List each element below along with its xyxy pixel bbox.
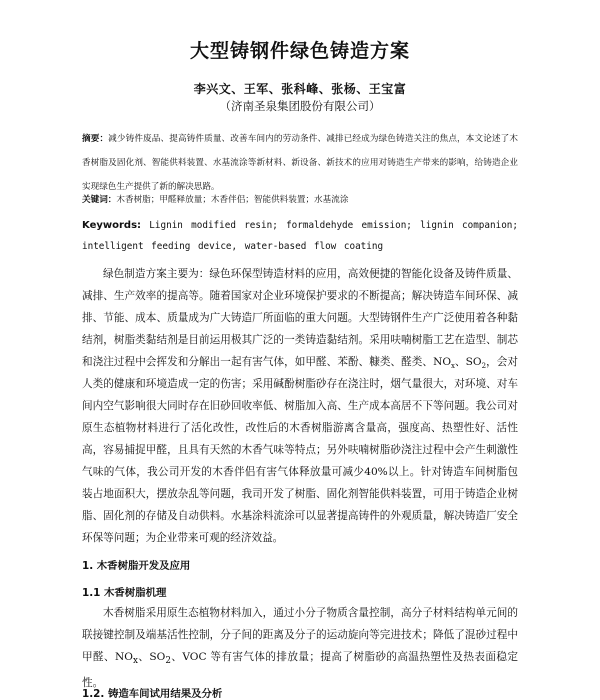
intro-subscript-2: 2	[481, 362, 487, 371]
section-1-1-heading: 1.1 木香树脂机理	[82, 587, 167, 599]
s11-text-part2: 、SO	[137, 651, 166, 663]
author-affiliation: （济南圣泉集团股份有限公司）	[219, 99, 381, 113]
section-1-1-paragraph	[82, 602, 518, 694]
abstract-text: 减少铸件废品、提高铸件质量、改善车间内的劳动条件、减排已经成为绿色铸造关注的焦点，本文论述了木香树脂及固化剂、智能供料装置、水基流涂等新材料、新设备、新技术的应用对铸造生产带来的影响，给铸造企业实现绿色生产提供了新的解决思路。	[82, 134, 518, 192]
intro-text-part3: ，会对人类的健康和环境造成一定的伤害；采用碱酚树脂砂存在浇注时，烟气量很大，对环境、对车间内空气影响很大同时存在旧砂回收率低、树脂加入高、生产成本高居不下等问题。我公司对原生态植物材料进行了活化改性，改性后的木香树脂游离含量高，强度高、热塑性好、活性高，容易捕捉甲醛，且具有天然的木香气味等特点；另外呋喃树脂砂浇注过程中会产生刺激性气味的气体，我公司开发的木香伴侣有害气体释放量可减少40%以上。针对铸造车间树脂包装占地面积大，摆放杂乱等问题，我司开发了树脂、固化剂智能供料装置，可用于铸造企业树脂、固化剂的存储及自动供料。水基涂料流涂可以显著提高铸件的外观质量，解决铸造厂安全环保等问题；为企业带来可观的经济效益。	[82, 356, 519, 544]
s11-subscript-1: x	[132, 656, 138, 667]
intro-text-part1: 绿色制造方案主要为：绿色环保型铸造材料的应用，高效便捷的智能化设备及铸件质量、减排、生产效率的提高等。随着国家对企业环境保护要求的不断提高；解决铸造车间环保、减排、节能、成本、质量成为广大铸造厂所面临的重大问题。大型铸钢件生产广泛使用着各种黏结剂，树脂类黏结剂是目前运用极其广泛的一类铸造黏结剂。采用呋喃树脂工艺在造型、制芯和浇注过程中会挥发和分解出一起有害气体，如甲醛、苯酚、糠类、醛类、NO	[82, 268, 518, 368]
paper-title: 大型铸钢件绿色铸造方案	[189, 40, 410, 62]
keywords-chinese	[82, 193, 518, 207]
keywords-en-text: Lignin modified resin; formaldehyde emission; lignin companion; intelligent feeding device, water-based flow coating	[82, 220, 518, 252]
author-list: 李兴文、王军、张科峰、张杨、王宝富	[193, 82, 407, 96]
section-1-heading: 1. 木香树脂开发及应用	[82, 560, 191, 572]
keywords-cn-label: 关键词：	[82, 195, 117, 205]
keywords-english	[82, 215, 518, 257]
abstract-label: 摘要：	[82, 134, 109, 144]
keywords-cn-text: 木香树脂；甲醛释放量；木香伴侣；智能供料装置；水基流涂	[116, 195, 349, 205]
s11-text-part1: 木香树脂采用原生态植物材料加入，通过小分子物质含量控制，高分子材料结构单元间的联接键控制及端基活性控制，分子间的距离及分子的运动旋向等完进技术；降低了混砂过程中甲醛、NO	[82, 607, 518, 663]
intro-paragraph	[82, 263, 518, 549]
intro-text-part2: 、SO	[454, 356, 482, 368]
section-1-2-heading: 1.2. 铸造车间试用结果及分析	[82, 688, 223, 700]
keywords-en-label: Keywords:	[82, 220, 142, 231]
intro-subscript-1: x	[451, 362, 455, 371]
abstract	[82, 127, 518, 199]
s11-subscript-2: 2	[165, 656, 171, 667]
s11-text-part3: 、VOC 等有害气体的排放量；提高了树脂砂的高温热塑性及热表面稳定性。	[82, 651, 518, 690]
